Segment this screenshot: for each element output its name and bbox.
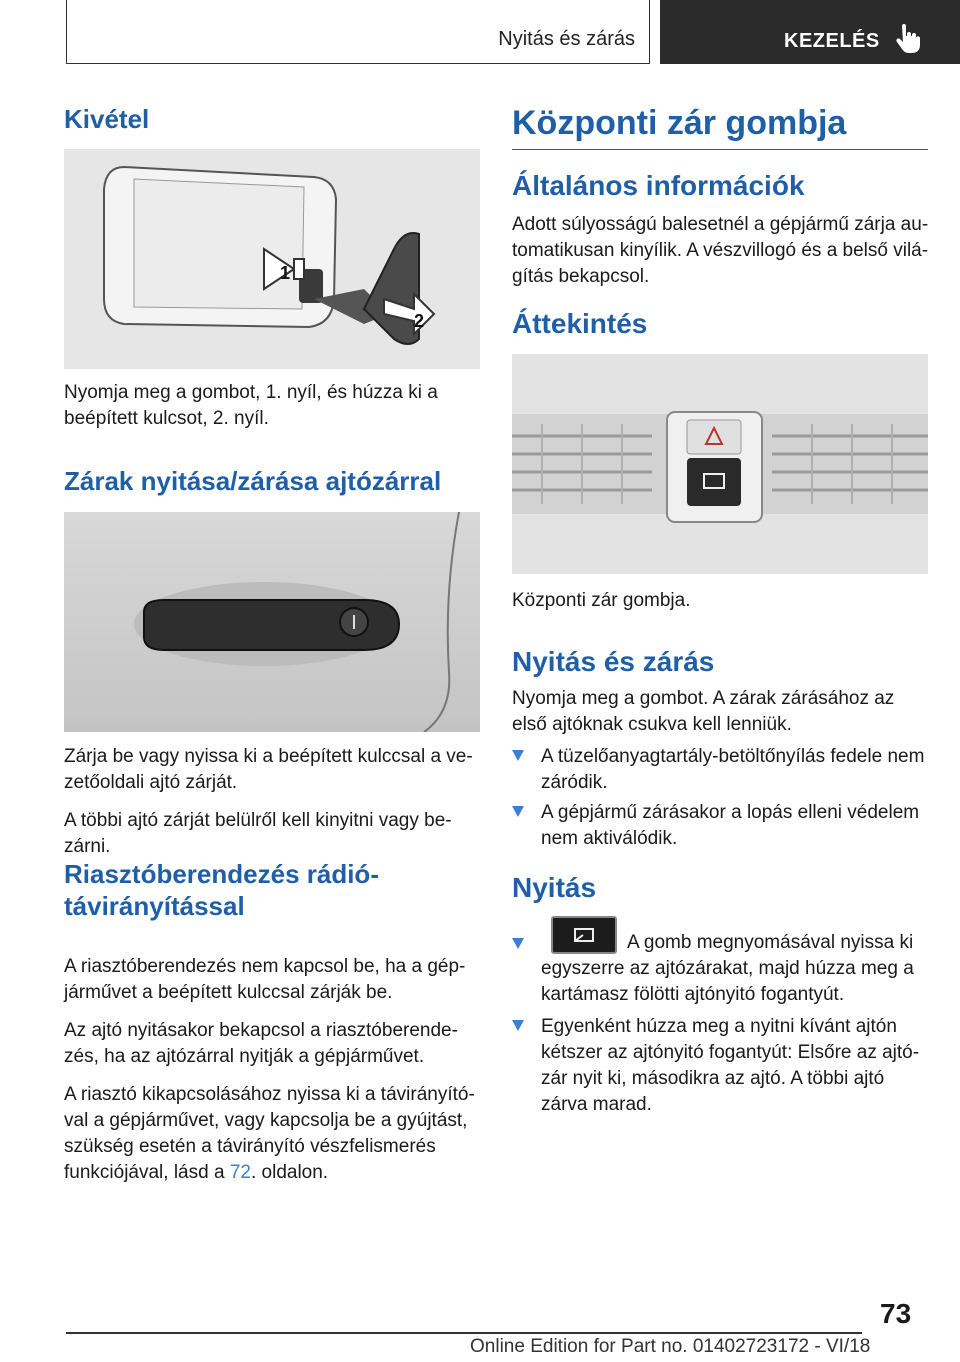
riaszto-p3-pre: A riasztó kikapcsolásához nyissa ki a távirányítóval a gépjárművet, vagy kapcsolja be a gyújtást, szükség esetén a távirányító vészfelismerés funkciójával, lásd a [64,1084,475,1183]
zarak-p1: Zárja be vagy nyissa ki a beépített kulccsal a vezetőoldali ajtó zárját. [64,746,473,793]
kivetel-text: Nyomja meg a gombot, 1. nyíl, és húzza ki a beépített kulcsot, 2. nyíl. [64,382,438,429]
riaszto-p1: A riasztóberendezés nem kapcsol be, ha a gépjárművet a beépített kulccsal zárják be. [64,956,466,1003]
list-item [512,916,932,1006]
zarak-p2: A többi ajtó zárját belülről kell kinyitni vagy bezárni. [64,810,452,857]
page-number: 73 [880,1298,912,1329]
list-item [512,744,932,800]
door-unlock-icon [551,916,617,954]
hand-pointer-icon [894,24,920,54]
altalanos-heading: Általános információk [512,170,805,201]
riaszto-p3 [64,1082,480,1186]
door-handle-illustration [64,512,480,732]
bullet-text: A tüzelőanyagtartály-betöltőnyílás fedele nem záródik. [541,746,925,793]
riaszto-p2: Az ajtó nyitásakor bekapcsol a riasztóberendezés, ha az ajtózárral nyitják a gépjárművet. [64,1020,458,1067]
bullet-text: Egyenként húzza meg a nyitni kívánt ajtón kétszer az ajtónyitó fogantyút: Elsőre az ajtózár nyit ki, másodikra az ajtó. A többi ajtó zárva marad. [541,1016,920,1115]
bullet-triangle-icon [512,938,524,949]
arrow-label-1: 1 [280,263,291,283]
list-item [512,1014,932,1124]
kivetel-heading: Kivétel [64,104,150,134]
header-section-box [66,0,650,64]
bullet-text: A gomb megnyomásával nyissa ki egyszerre az ajtózárakat, majd húzza meg a kartámasz fölötti ajtónyitó fogantyút. [541,932,914,1005]
nyitaszaras-text: Nyomja meg a gombot. A zárak zárásához az első ajtóknak csukva kell lenniük. [512,688,895,735]
key-figure [64,149,480,369]
bullet-triangle-icon [512,806,524,817]
footer-divider [66,1332,862,1334]
nyitas-heading: Nyitás [512,872,597,903]
central-lock-illustration [512,354,928,574]
door-handle-figure [64,512,480,732]
bullet-text: A gépjármű zárásakor a lopás elleni védelem nem aktiválódik. [541,802,920,849]
kozponti-heading: Központi zár gombja [512,104,928,150]
key-illustration [64,149,480,369]
riaszto-heading: Riasztóberendezés rádiótávirányítással [64,859,379,921]
header-section-title: Nyitás és zárás [498,28,635,50]
riaszto-p3-post: . oldalon. [250,1162,329,1183]
header-chapter-title: KEZELÉS [784,30,880,52]
zarak-heading: Zárak nyitása/zárása ajtózárral [64,466,442,496]
page-ref-link[interactable]: 72 [229,1162,251,1183]
bullet-triangle-icon [512,1020,524,1031]
footer-edition: Online Edition for Part no. 01402723172 - VI/18 [470,1336,871,1357]
attekintes-heading: Áttekintés [512,308,648,339]
list-item [512,800,932,856]
attekintes-caption: Központi zár gombja. [512,590,691,611]
bullet-triangle-icon [512,750,524,761]
arrow-label-2: 2 [414,311,425,331]
header-chapter-box [660,0,960,64]
altalanos-text: Adott súlyosságú balesetnél a gépjármű zárja automatikusan kinyílik. A vészvillogó és a belső világítás bekapcsol. [512,214,929,287]
nyitaszaras-heading: Nyitás és zárás [512,646,715,677]
central-lock-figure [512,354,928,574]
